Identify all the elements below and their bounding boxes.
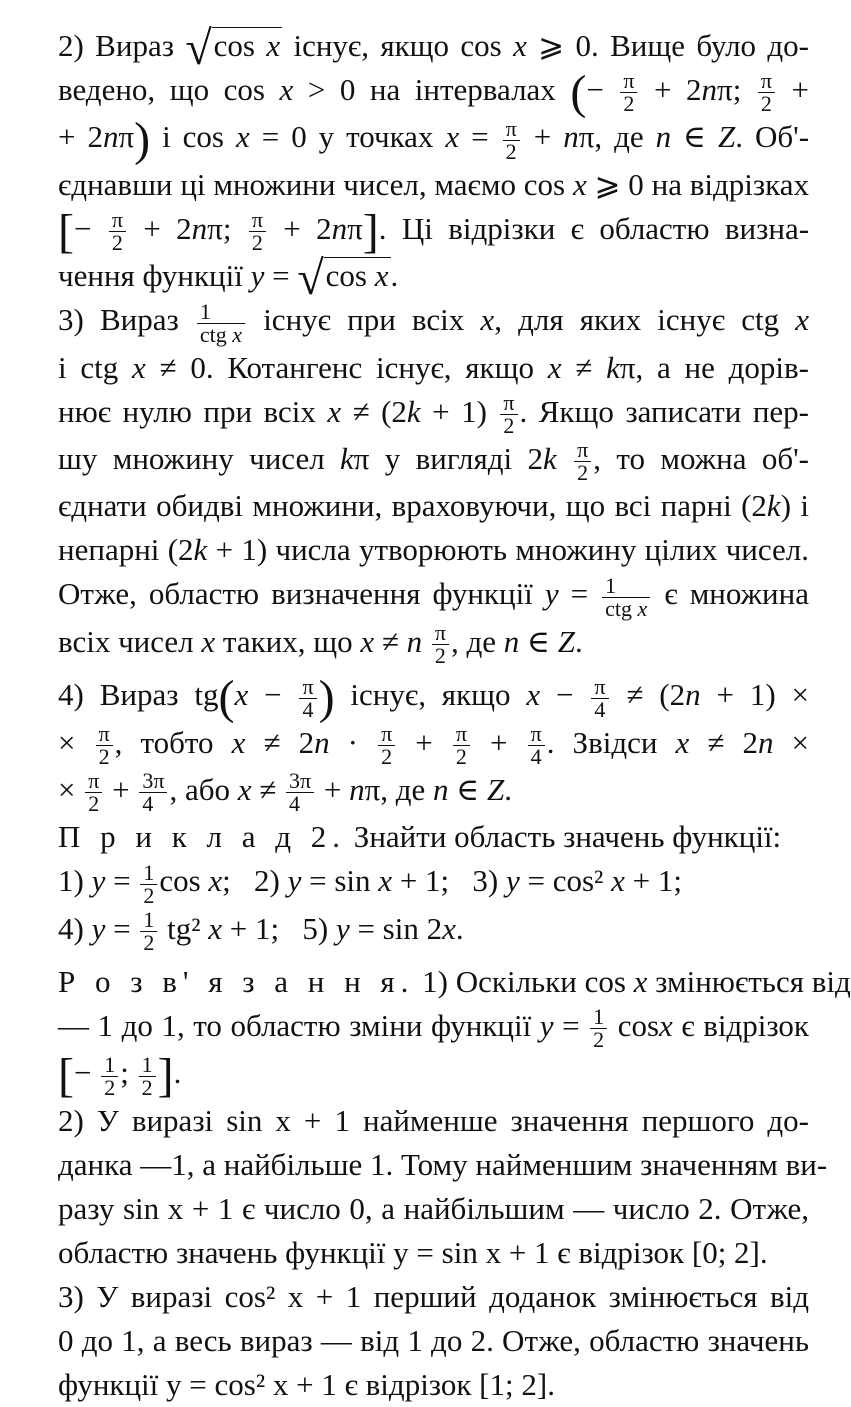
text-line: 3) У виразі cos² x + 1 перший доданок змінюється від [58, 1278, 809, 1314]
text-line: чення функції y = √cos x. [58, 252, 399, 306]
paragraph-4 [12, 673, 809, 815]
solution-1 [12, 960, 851, 1103]
text-line: × $\frac{\pi}{2}$ , тобто x ≠ 2n · $\frac{\pi}{2}$ + $\frac{\pi}{2}$ + $\frac{\pi}{4}$ . Звідси x ≠ 2n × [58, 720, 810, 769]
text-line: непарні (2k + 1) числа утворюють множину цілих чисел. [58, 532, 809, 568]
text-line: функції y = cos² x + 1 є відрізок [1; 2]. [58, 1366, 555, 1402]
text-line: данка —1, а найбільше 1. Тому найменшим значенням ви- [58, 1146, 828, 1182]
text-line: 0 до 1, а весь вираз — від 1 до 2. Отже, областю значень [58, 1322, 809, 1358]
text-line: єднавши ці множини чисел, маємо cos x ⩾ 0 на відрізках [58, 166, 810, 202]
text-line: [− $\frac{\pi}{2}$ + 2nπ; $\frac{\pi}{2}$ + 2nπ]. Ці відрізки є областю визна- [58, 204, 810, 258]
text-line: × $\frac{\pi}{2}$ + $\frac{3\pi}{4}$ , або x ≠ $\frac{3\pi}{4}$ + nπ, де n ∈ Z. [58, 768, 512, 817]
example-heading [12, 815, 809, 859]
text-line: разу sin x + 1 є число 0, а найбільшим — число 2. Отже, [58, 1190, 809, 1226]
example-2 [12, 815, 809, 954]
example-items-line: 1) y = $\frac{1}{2}$ cos x; 2) y = sin x + 1; 3) y = cos² x + 1; [58, 859, 682, 908]
text-line: 2) У виразі sin x + 1 найменше значення першого до- [58, 1102, 809, 1138]
example-title: П р и к л а д 2. [58, 819, 347, 855]
text-line: — 1 до 1, то областю зміни функції y = $\frac{1}{2}$ cosx є відрізок [58, 1004, 809, 1053]
example-text: Знайти область значень функції: [353, 819, 782, 855]
solution-title: Р о з в' я з а н н я. [58, 964, 415, 1000]
text-line: єднати обидві множини, враховуючи, що всі парні (2k) і [58, 488, 809, 524]
text-line: областю значень функції y = sin x + 1 є відрізок [0; 2]. [58, 1234, 768, 1270]
text-line: Отже, областю визначення функції y = $\frac{1}{\text{ctg x}}$ є множина [58, 572, 809, 621]
solution-2 [12, 1099, 828, 1275]
text-line: всіх чисел x таких, що x ≠ n $\frac{\pi}{2}$ , де n ∈ Z. [58, 620, 583, 669]
example-items-line: 4) y = $\frac{1}{2}$ tg² x + 1; 5) y = sin 2x. [58, 907, 464, 956]
text-line: [− $\frac{1}{2}$ ; $\frac{1}{2}$ ]. [58, 1049, 182, 1103]
text-line: шу множину чисел kπ у вигляді 2k $\frac{\pi}{2}$ , то можна об'- [58, 437, 810, 486]
text-line: 3) Вираз $\frac{1}{\text{ctg x}}$ існує при всіх x, для яких існує ctg x [58, 298, 809, 347]
paragraph-3 [12, 298, 809, 667]
text-line: і ctg x ≠ 0. Котангенс існує, якщо x ≠ kπ, а не дорів- [58, 349, 809, 385]
text-line: Р о з в' я з а н н я. 1) Оскільки cos x змінюється від [58, 964, 851, 1000]
text-line: 4) Вираз tg(x − $\frac{\pi}{4}$ ) існує, якщо x − $\frac{\pi}{4}$ ≠ (2n + 1) × [58, 671, 810, 725]
solution-3 [12, 1275, 809, 1407]
text-line: + 2nπ) і cos x = 0 у точках x = $\frac{\pi}{2}$ + nπ, де n ∈ Z. Об'- [58, 113, 810, 167]
text-line: 2) Вираз √cos x існує, якщо cos x ⩾ 0. Вище було до- [58, 21, 810, 75]
text-line: нює нулю при всіх x ≠ (2k + 1) $\frac{\pi}{2}$ . Якщо записати пер- [58, 389, 810, 438]
text-line: ведено, що cos x > 0 на інтервалах (− $\frac{\pi}{2}$ + 2nπ; $\frac{\pi}{2}$ + [58, 65, 809, 119]
paragraph-2 [12, 21, 810, 306]
